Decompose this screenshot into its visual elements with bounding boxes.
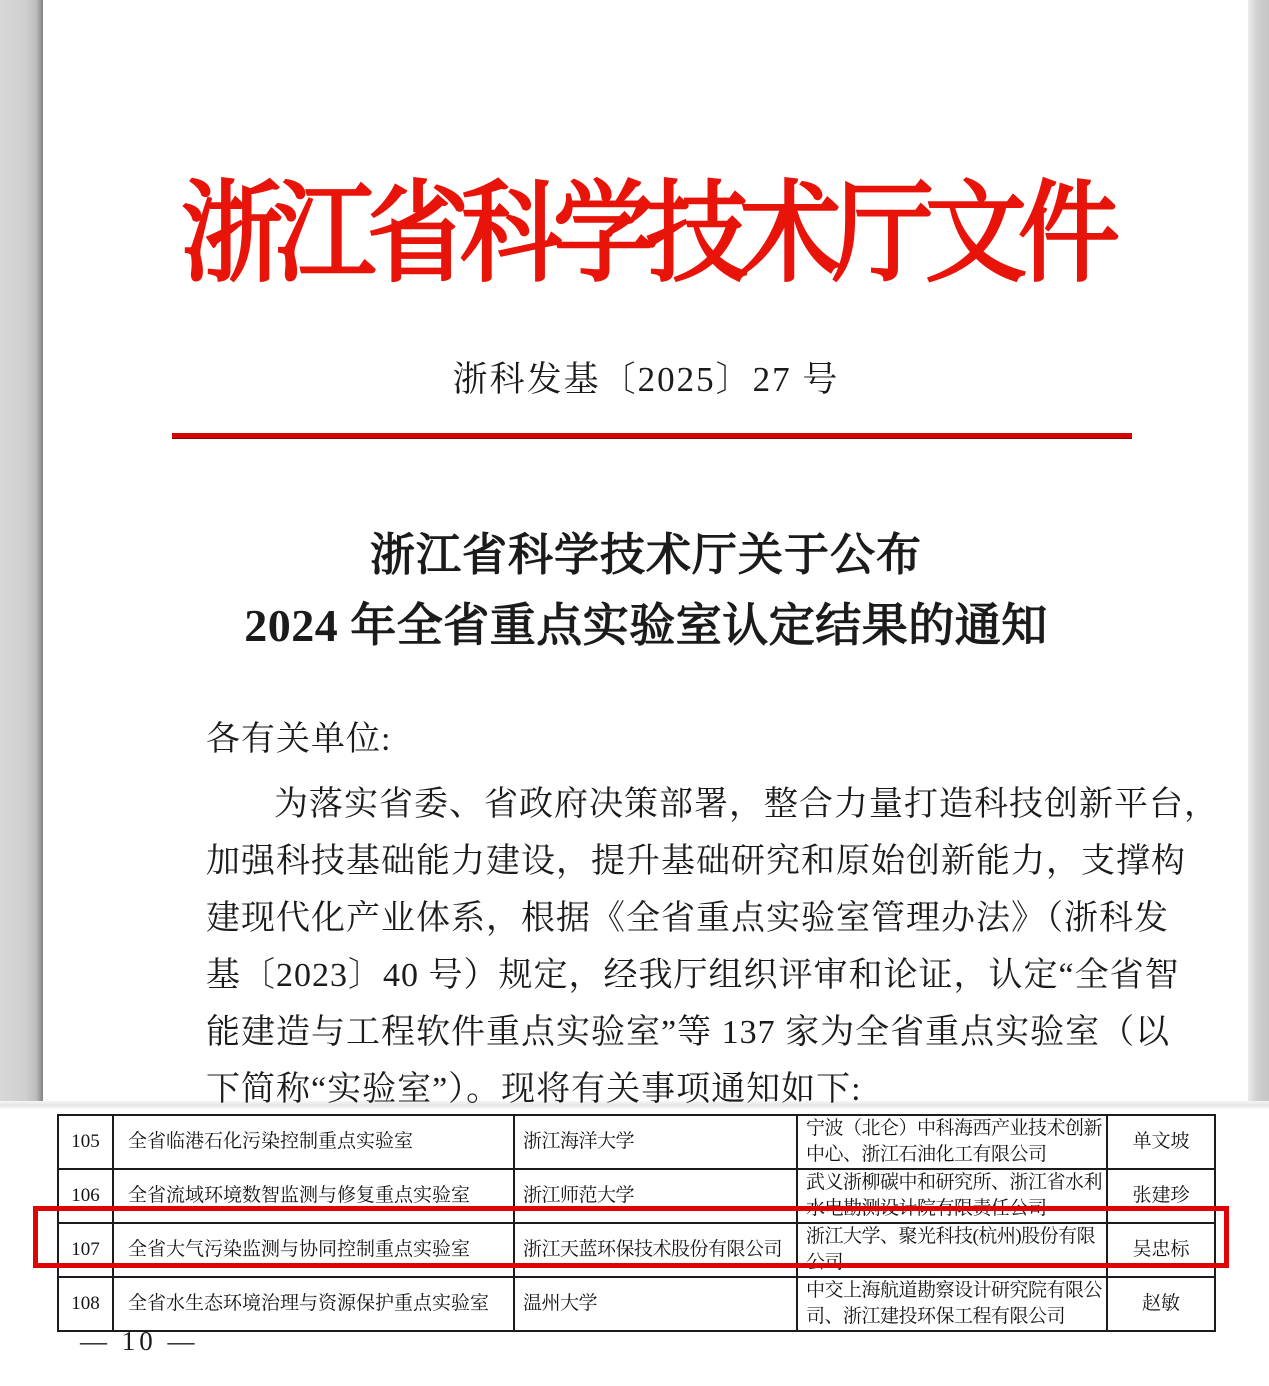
document-header-title: 浙江省科学技术厅文件 — [181, 174, 1111, 297]
director-cell: 赵敏 — [1107, 1277, 1215, 1331]
notice-title-line1: 浙江省科学技术厅关于公布 — [369, 530, 922, 580]
notice-title — [44, 520, 1248, 662]
row-number-cell: 108 — [58, 1277, 113, 1331]
table-row — [58, 1169, 1215, 1223]
table-row-highlighted — [58, 1223, 1215, 1277]
row-number-cell: 105 — [58, 1115, 113, 1169]
director-cell: 张建珍 — [1107, 1169, 1215, 1223]
body-line: 能建造与工程软件重点实验室”等 137 家为全省重点实验室（以 — [206, 1014, 1171, 1051]
host-unit-cell: 浙江海洋大学 — [514, 1115, 797, 1169]
scan-right-edge — [1248, 0, 1269, 1106]
director-cell: 吴忠标 — [1107, 1223, 1215, 1277]
table-row — [58, 1277, 1215, 1331]
page-number: — 10 — — [80, 1326, 199, 1356]
notice-body-paragraph — [206, 776, 1219, 1118]
lab-name-cell: 全省流域环境数智监测与修复重点实验室 — [113, 1169, 514, 1223]
document-reference-number: 浙科发基〔2025〕27 号 — [452, 360, 840, 399]
host-unit-cell: 浙江师范大学 — [514, 1169, 797, 1223]
scan-left-edge — [0, 0, 43, 1106]
body-line: 下简称“实验室”）。现将有关事项通知如下: — [206, 1071, 862, 1108]
partner-units-cell: 中交上海航道勘察设计研究院有限公司、浙江建投环保工程有限公司 — [797, 1277, 1107, 1331]
host-unit-cell: 浙江天蓝环保技术股份有限公司 — [514, 1223, 797, 1277]
lab-name-cell: 全省临港石化污染控制重点实验室 — [113, 1115, 514, 1169]
body-line: 建现代化产业体系，根据《全省重点实验室管理办法》（浙科发 — [206, 900, 1169, 937]
director-cell: 单文坡 — [1107, 1115, 1215, 1169]
red-divider-line — [172, 433, 1132, 439]
salutation-text: 各有关单位: — [206, 721, 392, 758]
partner-units-cell: 浙江大学、聚光科技(杭州)股份有限公司 — [797, 1223, 1107, 1277]
laboratory-results-table — [57, 1114, 1216, 1332]
row-number-cell: 106 — [58, 1169, 113, 1223]
lab-name-cell: 全省大气污染监测与协同控制重点实验室 — [113, 1223, 514, 1277]
table-row — [58, 1115, 1215, 1169]
body-line: 为落实省委、省政府决策部署，整合力量打造科技创新平台， — [274, 786, 1219, 823]
body-line: 基〔2023〕40 号）规定，经我厅组织评审和论证，认定“全省智 — [206, 957, 1180, 994]
row-number-cell: 107 — [58, 1223, 113, 1277]
partner-units-cell: 武义浙柳碳中和研究所、浙江省水利水电勘测设计院有限责任公司 — [797, 1169, 1107, 1223]
notice-title-line2: 2024 年全省重点实验室认定结果的通知 — [244, 600, 1048, 651]
body-line: 加强科技基础能力建设，提升基础研究和原始创新能力，支撑构 — [206, 843, 1186, 880]
lab-name-cell: 全省水生态环境治理与资源保护重点实验室 — [113, 1277, 514, 1331]
partner-units-cell: 宁波（北仑）中科海西产业技术创新中心、浙江石油化工有限公司 — [797, 1115, 1107, 1169]
host-unit-cell: 温州大学 — [514, 1277, 797, 1331]
